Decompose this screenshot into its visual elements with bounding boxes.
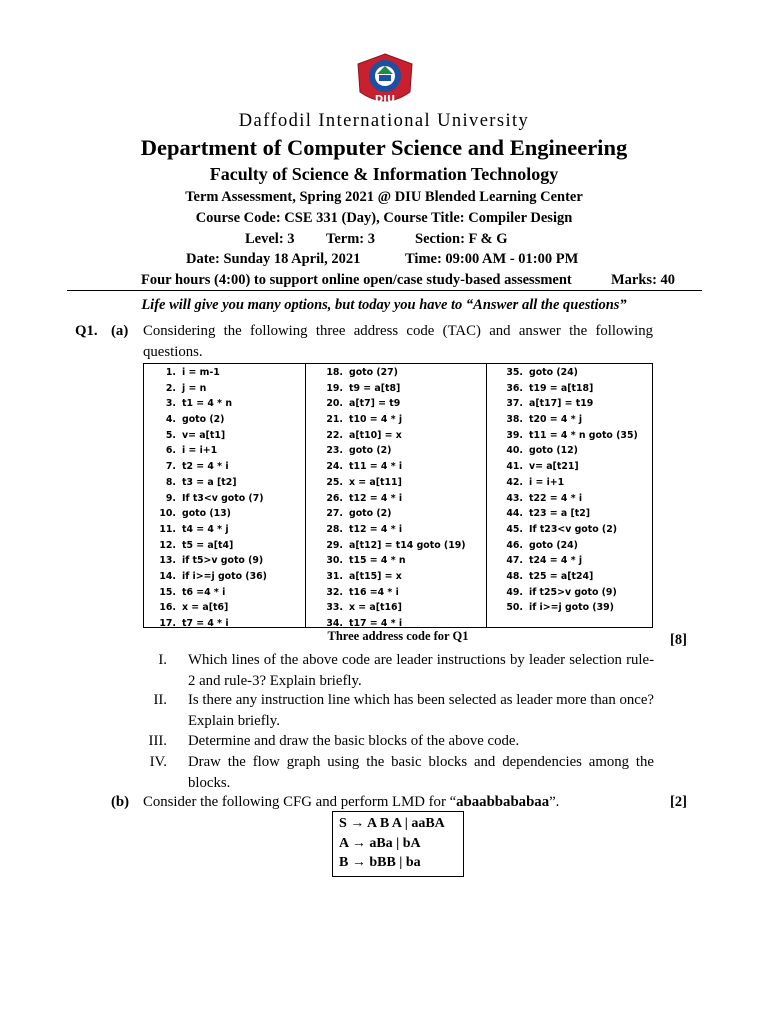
tac-line-number: 23. (326, 445, 343, 457)
tac-line (306, 600, 486, 616)
tac-line (306, 522, 486, 538)
tac-line-code: t25 = a[t24] (529, 570, 594, 582)
tac-line-number: 6. (165, 445, 176, 457)
tac-line (306, 585, 486, 601)
tac-line-number: 16. (159, 602, 176, 614)
time-text: Time: 09:00 AM - 01:00 PM (405, 251, 579, 267)
part-a-intro-line2: questions. (143, 344, 203, 360)
tac-line-number: 48. (506, 570, 523, 582)
tac-column-2 (306, 364, 487, 627)
tac-line-number: 38. (506, 414, 523, 426)
tac-line (487, 428, 652, 444)
tac-line-code: t24 = 4 * j (529, 555, 583, 567)
tac-line-code: t11 = 4 * i (349, 461, 403, 473)
tac-line-code: a[t10] = x (349, 429, 402, 441)
tac-line-code: t1 = 4 * n (182, 398, 233, 410)
tac-line (487, 412, 652, 428)
tac-line (306, 506, 486, 522)
tac-line-number: 42. (506, 476, 523, 488)
tac-line-code: goto (13) (182, 508, 231, 520)
tac-line-code: t15 = 4 * n (349, 555, 406, 567)
tac-line-number: 10. (159, 508, 176, 520)
subquestion-2-line1: Is there any instruction line which has been selected as leader more than once? (188, 692, 654, 708)
tac-line (144, 475, 305, 491)
tac-line (306, 443, 486, 459)
tac-line-number: 17. (159, 618, 176, 629)
tac-line-code: t17 = 4 * i (349, 618, 403, 629)
tac-line-code: t3 = a [t2] (182, 476, 237, 488)
tac-line-code: t4 = 4 * j (182, 523, 229, 535)
tac-line (306, 553, 486, 569)
subquestion-2-number: II. (153, 692, 167, 708)
tac-line-code: x = a[t16] (349, 602, 402, 614)
tac-line-number: 31. (326, 570, 343, 582)
tac-line-number: 18. (326, 367, 343, 378)
level-text: Level: 3 (245, 231, 295, 247)
tac-line (306, 428, 486, 444)
tac-line-number: 26. (326, 492, 343, 504)
faculty-title: Faculty of Science & Information Technology (209, 164, 559, 184)
subquestion-2-line2: Explain briefly. (188, 713, 280, 729)
tac-line-number: 34. (326, 618, 343, 629)
assessment-line: Term Assessment, Spring 2021 @ DIU Blended Learning Center (185, 189, 583, 205)
tac-line (306, 365, 486, 381)
tac-line (306, 491, 486, 507)
tac-line-number: 41. (506, 461, 523, 473)
tac-line (144, 365, 305, 381)
tac-line-code: a[t7] = t9 (349, 398, 401, 410)
tac-line-number: 21. (326, 414, 343, 426)
tac-line-number: 13. (159, 555, 176, 567)
tac-line (144, 459, 305, 475)
tac-line-code: goto (2) (349, 508, 392, 520)
part-a-label: (a) (111, 323, 129, 339)
tac-line (487, 475, 652, 491)
grammar-box (332, 811, 464, 877)
tac-line (487, 443, 652, 459)
tac-line (306, 459, 486, 475)
tac-line-code: t5 = a[t4] (182, 539, 234, 551)
tac-line-code: goto (2) (182, 414, 225, 426)
tac-column-3 (487, 364, 652, 627)
tac-line (487, 491, 652, 507)
tac-line (144, 569, 305, 585)
tac-line-number: 50. (506, 602, 523, 614)
tac-line-code: t10 = 4 * j (349, 414, 403, 426)
tac-line (144, 428, 305, 444)
tac-line-code: if i>=j goto (39) (529, 602, 614, 614)
tac-line-number: 12. (159, 539, 176, 551)
tac-line-number: 45. (506, 523, 523, 535)
tac-line (306, 381, 486, 397)
tac-line-code: x = a[t11] (349, 476, 402, 488)
tac-line-number: 7. (165, 461, 176, 473)
tac-line-code: a[t17] = t19 (529, 398, 594, 410)
tac-line-code: t20 = 4 * j (529, 414, 583, 426)
tac-line-number: 30. (326, 555, 343, 567)
tac-line-number: 2. (165, 382, 176, 394)
tac-line-number: 11. (159, 523, 176, 535)
tac-line (306, 569, 486, 585)
part-a-intro-line1: Considering the following three address code (TAC) and answer the following (143, 323, 653, 339)
tac-line-number: 28. (326, 523, 343, 535)
part-b-text: Consider the following CFG and perform LMD for “ (143, 794, 457, 810)
part-a-marks: [8] (670, 632, 687, 648)
subquestion-1-number: I. (158, 652, 167, 668)
tac-line (487, 522, 652, 538)
tac-line-number: 22. (326, 429, 343, 441)
tac-line (144, 491, 305, 507)
university-name: Daffodil International University (238, 111, 530, 131)
tac-line-code: j = n (182, 382, 207, 394)
tac-line-code: goto (2) (349, 445, 392, 457)
tac-line-number: 39. (506, 429, 523, 441)
tac-line (144, 443, 305, 459)
date-text: Date: Sunday 18 April, 2021 (186, 251, 361, 267)
tac-line-code: t6 =4 * i (182, 586, 226, 598)
tac-line-code: i = i+1 (529, 476, 565, 488)
tac-line-code: If t3<v goto (7) (182, 492, 264, 504)
tac-line-number: 3. (165, 398, 176, 410)
course-line: Course Code: CSE 331 (Day), Course Title: Compiler Design (195, 210, 573, 226)
tac-line-number: 29. (326, 539, 343, 551)
subquestion-4-number: IV. (149, 754, 167, 770)
table-caption: Three address code for Q1 (327, 629, 469, 643)
tac-line-code: If t23<v goto (2) (529, 523, 618, 535)
tac-line-code: goto (12) (529, 445, 578, 457)
tac-line-code: a[t12] = t14 goto (19) (349, 539, 466, 551)
tac-line (144, 506, 305, 522)
header-divider (67, 290, 702, 291)
section-text: Section: F & G (415, 231, 508, 247)
tac-line-number: 37. (506, 398, 523, 410)
tac-line (144, 522, 305, 538)
subquestion-1-line1: Which lines of the above code are leader instructions by leader selection rule- (188, 652, 654, 668)
tac-line-number: 5. (165, 429, 176, 441)
tac-line (487, 506, 652, 522)
tac-line-code: t19 = a[t18] (529, 382, 594, 394)
tac-line-code: x = a[t6] (182, 602, 229, 614)
tac-line-number: 8. (165, 476, 176, 488)
duration-text: Four hours (4:00) to support online open/case study-based assessment (141, 272, 572, 288)
tac-line-code: t16 =4 * i (349, 586, 399, 598)
tac-line-code: if t25>v goto (9) (529, 586, 617, 598)
university-logo-icon (352, 52, 418, 108)
tac-line-number: 35. (506, 367, 523, 378)
tac-line-code: t22 = 4 * i (529, 492, 583, 504)
tac-line (144, 585, 305, 601)
tac-line-code: t23 = a [t2] (529, 508, 591, 520)
tac-line (144, 412, 305, 428)
tac-line (487, 459, 652, 475)
tac-line-number: 33. (326, 602, 343, 614)
tac-line-code: t12 = 4 * i (349, 492, 403, 504)
tac-line-code: if t5>v goto (9) (182, 555, 264, 567)
svg-text:DIU: DIU (374, 94, 396, 105)
tac-line (487, 365, 652, 381)
tac-line (306, 396, 486, 412)
tac-line (306, 475, 486, 491)
tac-line (144, 381, 305, 397)
part-b-marks: [2] (670, 794, 687, 810)
tac-line-number: 19. (326, 382, 343, 394)
tac-line-code: t2 = 4 * i (182, 461, 229, 473)
motto-text: Life will give you many options, but today you have to “Answer all the questions” (141, 297, 627, 313)
tac-line (306, 538, 486, 554)
tac-line-code: goto (24) (529, 539, 578, 551)
grammar-rule-s: S → A B A | aaBA (339, 816, 445, 831)
term-text: Term: 3 (326, 231, 375, 247)
part-b-question (143, 792, 559, 813)
tac-line (487, 396, 652, 412)
tac-line (487, 553, 652, 569)
tac-line-number: 49. (506, 586, 523, 598)
tac-table (143, 363, 653, 628)
tac-line-number: 43. (506, 492, 523, 504)
tac-line-number: 27. (326, 508, 343, 520)
part-b-string: abaabbababaa (456, 794, 550, 810)
tac-line (487, 381, 652, 397)
tac-line-code: t11 = 4 * n goto (35) (529, 429, 638, 441)
tac-line-number: 20. (326, 398, 343, 410)
grammar-rule-a: A → aBa | bA (339, 835, 421, 851)
tac-line-number: 47. (506, 555, 523, 567)
tac-line-code: goto (24) (529, 367, 578, 378)
subquestion-4-line2: blocks. (188, 775, 231, 791)
tac-line-number: 25. (326, 476, 343, 488)
grammar-rule-b: B → bBB | ba (339, 855, 421, 870)
tac-line-code: v= a[t21] (529, 461, 579, 473)
tac-line (487, 600, 652, 616)
tac-column-1 (144, 364, 306, 627)
tac-line-code: if i>=j goto (36) (182, 570, 267, 582)
tac-line-code: i = m-1 (182, 367, 220, 378)
tac-line (144, 538, 305, 554)
total-marks: Marks: 40 (611, 272, 676, 288)
tac-line-number: 15. (159, 586, 176, 598)
tac-line (487, 585, 652, 601)
tac-line-number: 36. (506, 382, 523, 394)
tac-line-code: t7 = 4 * i (182, 618, 229, 629)
tac-line-number: 40. (506, 445, 523, 457)
tac-line-code: i = i+1 (182, 445, 218, 457)
subquestion-3-number: III. (148, 733, 167, 749)
tac-line-number: 24. (326, 461, 343, 473)
tac-line-code: a[t15] = x (349, 570, 402, 582)
tac-line (487, 538, 652, 554)
tac-line (144, 396, 305, 412)
tac-line-number: 46. (506, 539, 523, 551)
tac-line-code: t9 = a[t8] (349, 382, 401, 394)
tac-line (144, 553, 305, 569)
tac-line-code: v= a[t1] (182, 429, 226, 441)
tac-line-number: 32. (326, 586, 343, 598)
question-number: Q1. (75, 323, 98, 339)
tac-line-number: 44. (506, 508, 523, 520)
subquestion-1-line2: 2 and rule-3? Explain briefly. (188, 673, 362, 689)
subquestion-4-line1: Draw the flow graph using the basic blocks and dependencies among the (188, 754, 654, 770)
tac-line (144, 600, 305, 616)
tac-line-code: goto (27) (349, 367, 398, 378)
tac-line (306, 412, 486, 428)
part-b-text-end: ”. (549, 794, 560, 810)
tac-line-number: 14. (159, 570, 176, 582)
department-title: Department of Computer Science and Engineering (140, 135, 628, 160)
tac-line-number: 9. (165, 492, 176, 504)
tac-line-number: 4. (165, 414, 176, 426)
subquestion-3-line1: Determine and draw the basic blocks of the above code. (188, 733, 520, 749)
tac-line-code: t12 = 4 * i (349, 523, 403, 535)
tac-line (487, 569, 652, 585)
tac-line-number: 1. (165, 367, 176, 378)
part-b-label: (b) (111, 794, 130, 810)
